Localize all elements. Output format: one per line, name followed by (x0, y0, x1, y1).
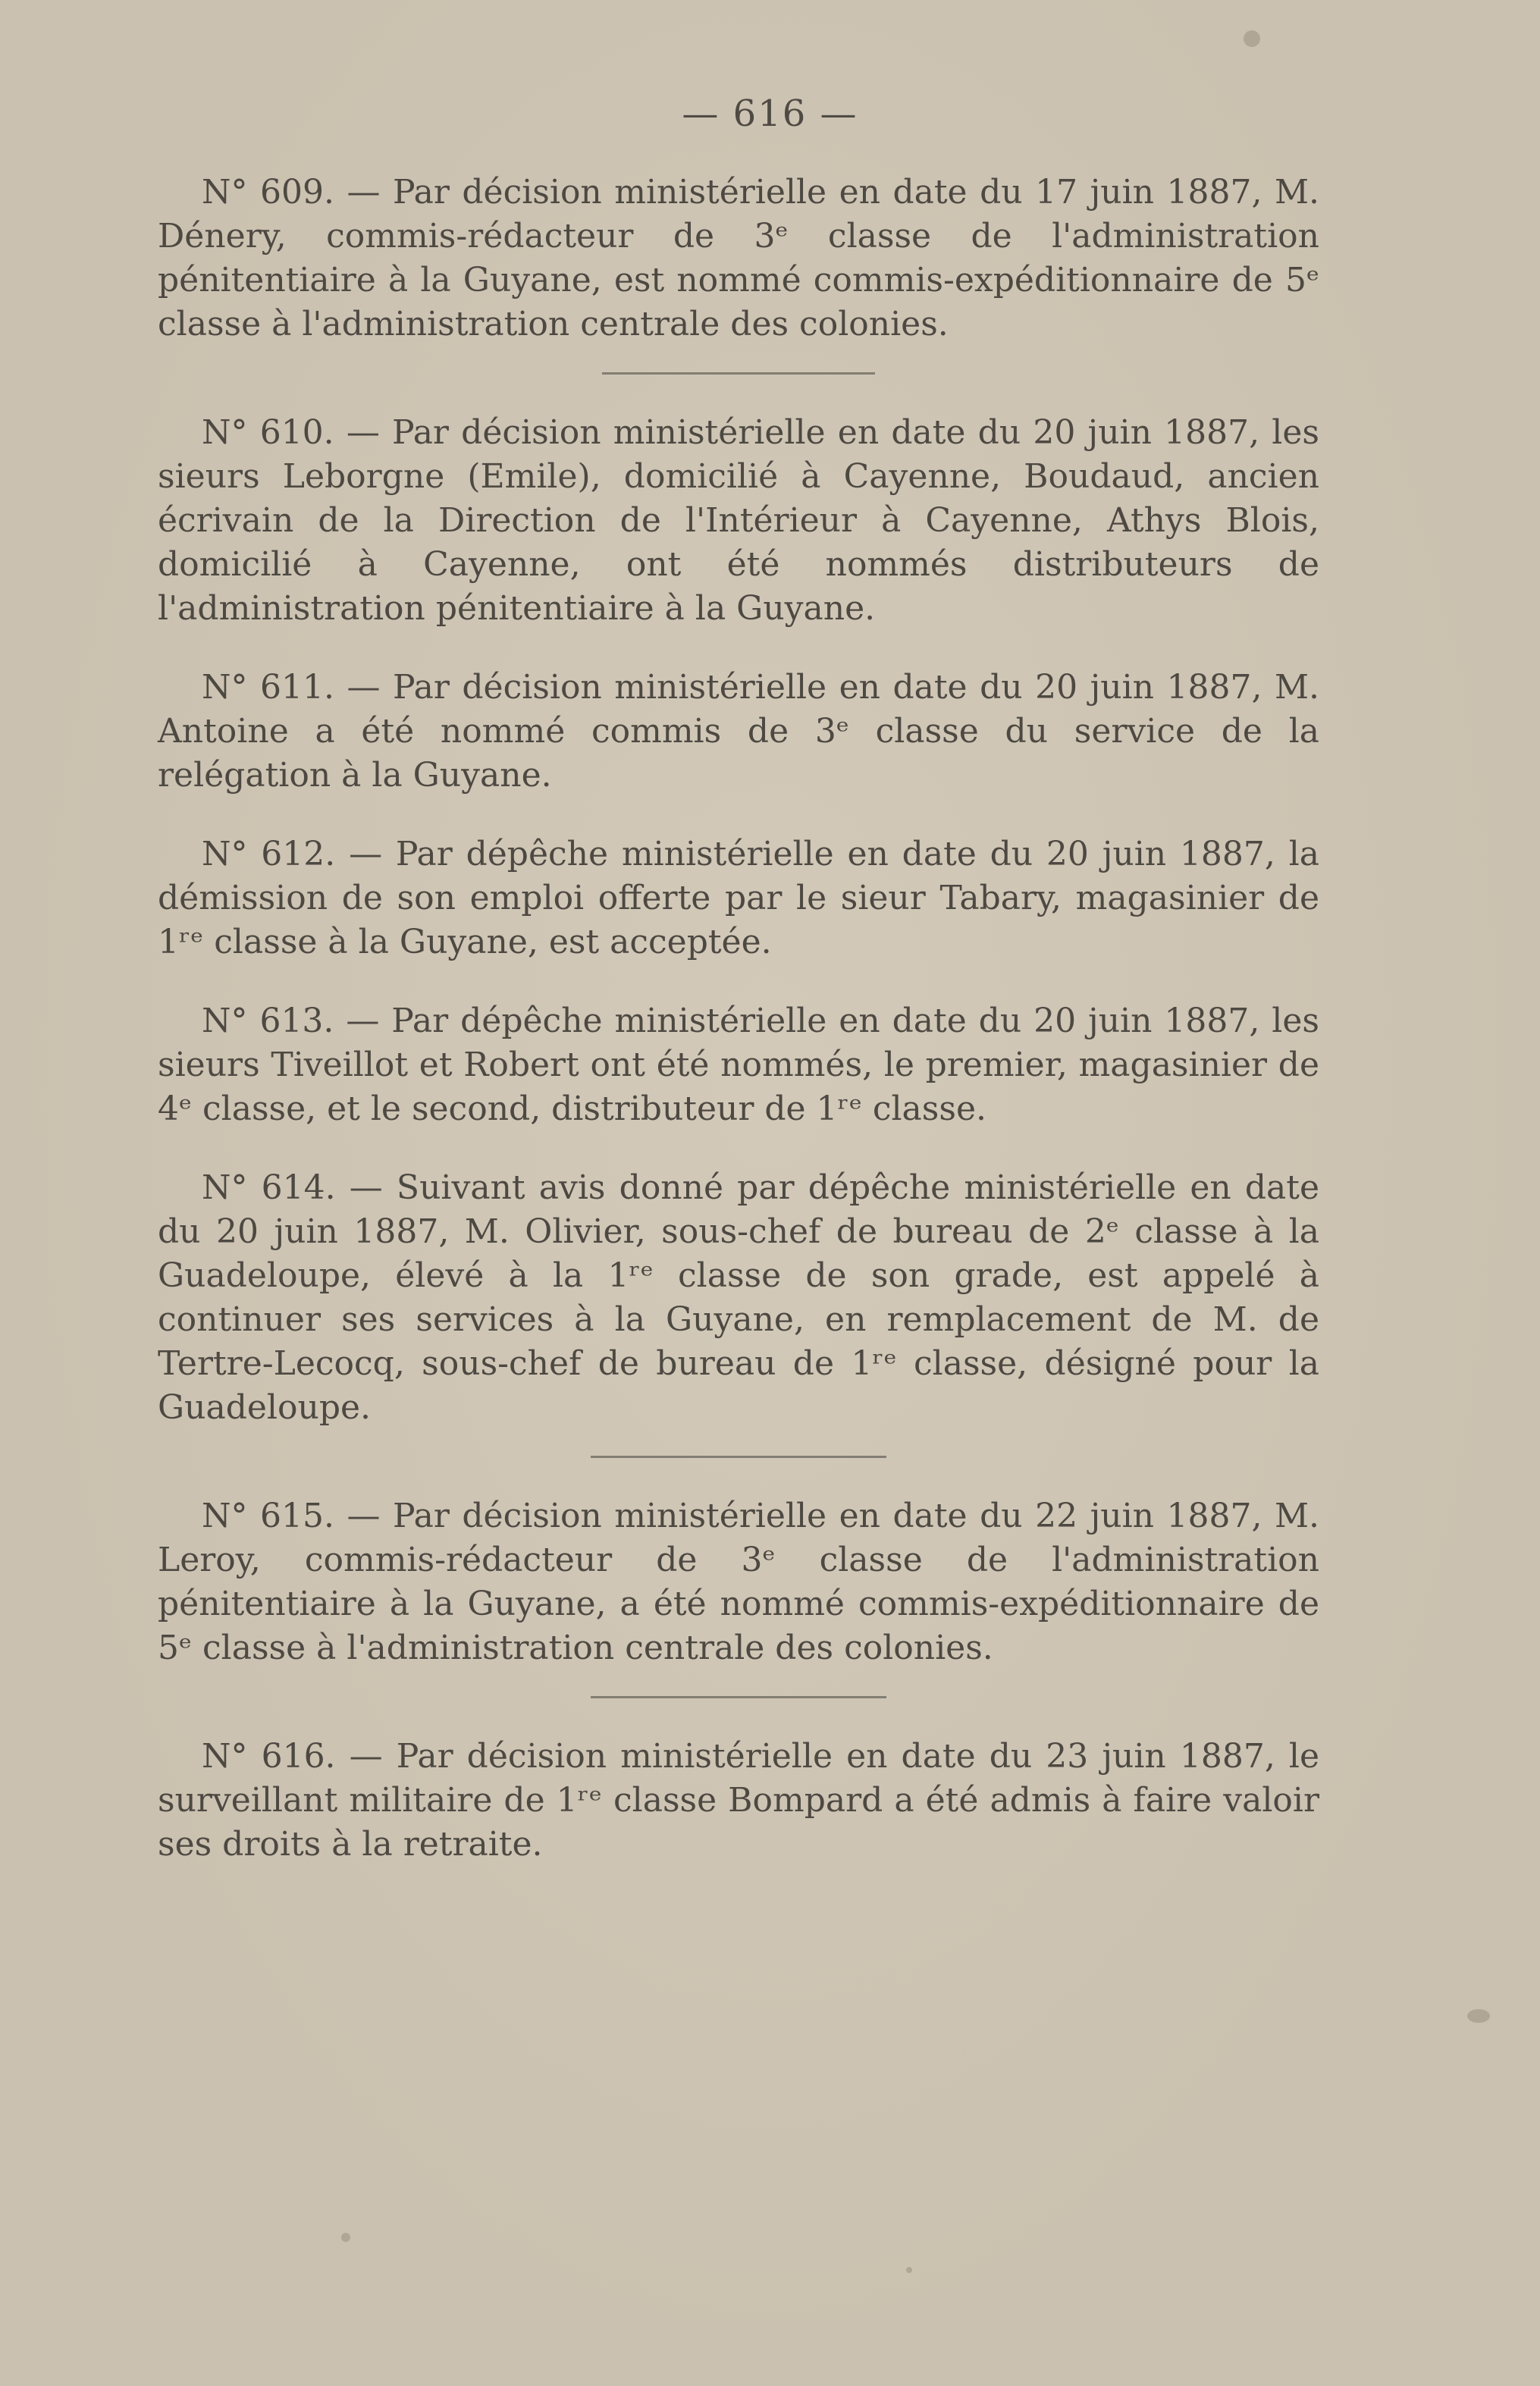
entry-610: N° 610. — Par décision ministérielle en date du 20 juin 1887, les sieurs Leborgne (Emile), domicilié à Cayenne, Boudaud, ancien écrivain de la Direction de l'Intérieur à Cayenne, Athys Blois, domicilié à Cayenne, ont été nommés distributeurs de l'administration pénitentiaire à la Guyane. (158, 413, 1319, 628)
entry-gap (158, 798, 1319, 832)
separator-rule (591, 1456, 886, 1458)
paper-stain (906, 2267, 912, 2273)
paper-stain (341, 2233, 350, 2242)
entry-gap (158, 631, 1319, 666)
entry-gap (158, 964, 1319, 999)
separator-rule (591, 1696, 886, 1698)
entry-614: N° 614. — Suivant avis donné par dépêche ministérielle en date du 20 juin 1887, M. Olivier, sous-chef de bureau de 2ᵉ classe à la Guadeloupe, élevé à la 1ʳᵉ classe de son grade, est appelé à continuer ses services à la Guyane, en remplacement de M. de Tertre-Lecocq, sous-chef de bureau de 1ʳᵉ classe, désigné pour la Guadeloupe. (158, 1168, 1319, 1427)
entry-611: N° 611. — Par décision ministérielle en date du 20 juin 1887, M. Antoine a été nommé commis de 3ᵉ classe du service de la relégation à la Guyane. (158, 668, 1319, 795)
entry-gap (158, 1131, 1319, 1166)
entry-615: N° 615. — Par décision ministérielle en date du 22 juin 1887, M. Leroy, commis-rédacteur de 3ᵉ classe de l'administration pénitentiaire à la Guyane, a été nommé commis-expéditionnaire de 5ᵉ classe à l'administration centrale des colonies. (158, 1497, 1319, 1667)
page-body (158, 171, 1319, 1867)
paper-stain (1467, 2009, 1490, 2023)
entry-609: N° 609. — Par décision ministérielle en date du 17 juin 1887, M. Dénery, commis-rédacteur de 3ᵉ classe de l'administration pénitentiaire à la Guyane, est nommé commis-expéditionnaire de 5ᵉ classe à l'administration centrale des colonies. (158, 173, 1319, 343)
entry-613: N° 613. — Par dépêche ministérielle en date du 20 juin 1887, les sieurs Tiveillot et Robert ont été nommés, le premier, magasinier de 4ᵉ classe, et le second, distributeur de 1ʳᵉ classe. (158, 1002, 1319, 1128)
page-number: — 616 — (682, 92, 858, 135)
paper-stain (1244, 30, 1260, 47)
separator-rule (602, 372, 875, 375)
entry-616: N° 616. — Par décision ministérielle en date du 23 juin 1887, le surveillant militaire de 1ʳᵉ classe Bompard a été admis à faire valoir ses droits à la retraite. (158, 1737, 1319, 1864)
entry-612: N° 612. — Par dépêche ministérielle en date du 20 juin 1887, la démission de son emploi offerte par le sieur Tabary, magasinier de 1ʳᵉ classe à la Guyane, est acceptée. (158, 835, 1319, 961)
